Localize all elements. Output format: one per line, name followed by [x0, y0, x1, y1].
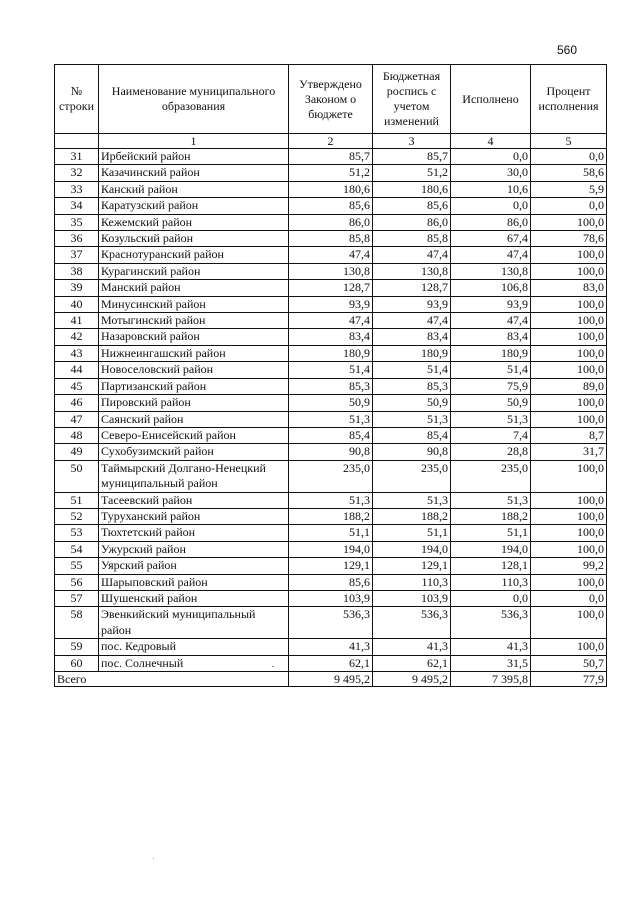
row-number-cell: 57	[55, 590, 99, 606]
schedule-cell: 86,0	[373, 214, 451, 230]
row-number-cell: 36	[55, 231, 99, 247]
municipality-name-cell: Назаровский район	[99, 329, 289, 345]
approved-cell: 47,4	[289, 313, 373, 329]
approved-cell: 128,7	[289, 280, 373, 296]
header-executed: Исполнено	[451, 65, 531, 134]
percent-cell: 100,0	[531, 362, 607, 378]
percent-cell: 78,6	[531, 231, 607, 247]
approved-cell: 51,2	[289, 165, 373, 181]
header-schedule: Бюджетная роспись с учетом изменений	[373, 65, 451, 134]
municipality-name-cell: Кежемский район	[99, 214, 289, 230]
row-number-cell: 54	[55, 541, 99, 557]
executed-cell: 86,0	[451, 214, 531, 230]
table-row	[55, 345, 607, 361]
approved-cell: 85,7	[289, 149, 373, 165]
row-number-cell: 51	[55, 492, 99, 508]
executed-cell: 188,2	[451, 508, 531, 524]
municipality-name-cell: Мотыгинский район	[99, 313, 289, 329]
percent-cell: 89,0	[531, 378, 607, 394]
municipality-name-cell: Таймырский Долгано-Ненецкий муниципальный район	[99, 460, 289, 492]
percent-cell: 100,0	[531, 574, 607, 590]
row-number-cell: 40	[55, 296, 99, 312]
municipality-name-cell: пос. Кедровый	[99, 639, 289, 655]
percent-cell: 100,0	[531, 460, 607, 492]
percent-cell: 100,0	[531, 263, 607, 279]
schedule-cell: 93,9	[373, 296, 451, 312]
percent-cell: 100,0	[531, 395, 607, 411]
percent-cell: 83,0	[531, 280, 607, 296]
table-row	[55, 492, 607, 508]
schedule-cell: 85,6	[373, 198, 451, 214]
executed-cell: 47,4	[451, 247, 531, 263]
header-row	[55, 65, 607, 134]
table-row	[55, 280, 607, 296]
column-number: 4	[451, 134, 531, 149]
municipality-name-cell: пос. Солнечный	[99, 655, 289, 671]
row-number-cell: 53	[55, 525, 99, 541]
municipality-name-cell: Северо-Енисейский район	[99, 427, 289, 443]
executed-cell: 51,3	[451, 492, 531, 508]
row-number-cell: 45	[55, 378, 99, 394]
table-row	[55, 263, 607, 279]
schedule-cell: 129,1	[373, 558, 451, 574]
percent-cell: 100,0	[531, 214, 607, 230]
percent-cell: 99,2	[531, 558, 607, 574]
percent-cell: 0,0	[531, 149, 607, 165]
percent-cell: 31,7	[531, 444, 607, 460]
table-row	[55, 541, 607, 557]
approved-cell: 536,3	[289, 607, 373, 639]
row-number-cell: 46	[55, 395, 99, 411]
executed-cell: 0,0	[451, 198, 531, 214]
row-number-cell: 31	[55, 149, 99, 165]
row-number-cell: 50	[55, 460, 99, 492]
schedule-cell: 85,3	[373, 378, 451, 394]
table-row	[55, 214, 607, 230]
executed-cell: 51,4	[451, 362, 531, 378]
schedule-cell: 62,1	[373, 655, 451, 671]
schedule-cell: 85,8	[373, 231, 451, 247]
schedule-cell: 110,3	[373, 574, 451, 590]
municipality-name-cell: Курагинский район	[99, 263, 289, 279]
municipality-name-cell: Каратузский район	[99, 198, 289, 214]
schedule-cell: 51,1	[373, 525, 451, 541]
executed-cell: 67,4	[451, 231, 531, 247]
row-number-cell: 59	[55, 639, 99, 655]
row-number-cell: 41	[55, 313, 99, 329]
page-number: 560	[557, 43, 578, 57]
row-number-cell: 32	[55, 165, 99, 181]
approved-cell: 51,1	[289, 525, 373, 541]
executed-cell: 41,3	[451, 639, 531, 655]
municipality-name-cell: Эвенкийский муниципальный район	[99, 607, 289, 639]
percent-cell: 0,0	[531, 590, 607, 606]
approved-cell: 85,6	[289, 198, 373, 214]
percent-cell: 100,0	[531, 345, 607, 361]
municipality-name-cell: Манский район	[99, 280, 289, 296]
table-row	[55, 296, 607, 312]
percent-cell: 50,7	[531, 655, 607, 671]
executed-cell: 75,9	[451, 378, 531, 394]
percent-cell: 8,7	[531, 427, 607, 443]
municipality-name-cell: Саянский район	[99, 411, 289, 427]
municipality-name-cell: Ужурский район	[99, 541, 289, 557]
table-row	[55, 444, 607, 460]
schedule-cell: 90,8	[373, 444, 451, 460]
percent-cell: 100,0	[531, 329, 607, 345]
executed-cell: 194,0	[451, 541, 531, 557]
schedule-cell: 47,4	[373, 313, 451, 329]
municipality-name-cell: Сухобузимский район	[99, 444, 289, 460]
municipality-name-cell: Шушенский район	[99, 590, 289, 606]
row-number-cell: 37	[55, 247, 99, 263]
municipality-name-cell: Уярский район	[99, 558, 289, 574]
percent-cell: 0,0	[531, 198, 607, 214]
schedule-cell: 51,2	[373, 165, 451, 181]
executed-cell: 10,6	[451, 181, 531, 197]
executed-cell: 93,9	[451, 296, 531, 312]
executed-cell: 51,3	[451, 411, 531, 427]
percent-cell: 100,0	[531, 639, 607, 655]
schedule-cell: 50,9	[373, 395, 451, 411]
total-schedule: 9 495,2	[373, 672, 451, 687]
table-body	[55, 149, 607, 672]
executed-cell: 47,4	[451, 313, 531, 329]
table-row	[55, 427, 607, 443]
table-row	[55, 231, 607, 247]
schedule-cell: 188,2	[373, 508, 451, 524]
row-number-cell: 35	[55, 214, 99, 230]
column-numbers-row	[55, 134, 607, 149]
table-row	[55, 198, 607, 214]
percent-cell: 100,0	[531, 492, 607, 508]
municipality-name-cell: Краснотуранский район	[99, 247, 289, 263]
percent-cell: 100,0	[531, 541, 607, 557]
approved-cell: 51,3	[289, 492, 373, 508]
table-row	[55, 149, 607, 165]
executed-cell: 536,3	[451, 607, 531, 639]
executed-cell: 28,8	[451, 444, 531, 460]
row-number-cell: 33	[55, 181, 99, 197]
municipality-name-cell: Новоселовский район	[99, 362, 289, 378]
municipality-name-cell: Туруханский район	[99, 508, 289, 524]
header-approved: Утверждено Законом о бюджете	[289, 65, 373, 134]
schedule-cell: 180,9	[373, 345, 451, 361]
schedule-cell: 47,4	[373, 247, 451, 263]
percent-cell: 100,0	[531, 411, 607, 427]
approved-cell: 85,8	[289, 231, 373, 247]
municipality-name-cell: Партизанский район	[99, 378, 289, 394]
schedule-cell: 51,4	[373, 362, 451, 378]
executed-cell: 50,9	[451, 395, 531, 411]
executed-cell: 31,5	[451, 655, 531, 671]
row-number-cell: 42	[55, 329, 99, 345]
schedule-cell: 83,4	[373, 329, 451, 345]
total-row	[55, 672, 607, 687]
schedule-cell: 180,6	[373, 181, 451, 197]
executed-cell: 83,4	[451, 329, 531, 345]
executed-cell: 0,0	[451, 590, 531, 606]
row-number-cell: 55	[55, 558, 99, 574]
approved-cell: 50,9	[289, 395, 373, 411]
row-number-cell: 34	[55, 198, 99, 214]
approved-cell: 180,6	[289, 181, 373, 197]
approved-cell: 51,4	[289, 362, 373, 378]
schedule-cell: 130,8	[373, 263, 451, 279]
row-number-cell: 58	[55, 607, 99, 639]
row-number-cell: 44	[55, 362, 99, 378]
row-number-cell: 47	[55, 411, 99, 427]
schedule-cell: 536,3	[373, 607, 451, 639]
table-row	[55, 395, 607, 411]
executed-cell: 0,0	[451, 149, 531, 165]
table-row	[55, 607, 607, 639]
total-executed: 7 395,8	[451, 672, 531, 687]
percent-cell: 100,0	[531, 525, 607, 541]
approved-cell: 90,8	[289, 444, 373, 460]
percent-cell: 100,0	[531, 247, 607, 263]
schedule-cell: 103,9	[373, 590, 451, 606]
approved-cell: 85,4	[289, 427, 373, 443]
approved-cell: 235,0	[289, 460, 373, 492]
table-row	[55, 313, 607, 329]
row-number-cell: 52	[55, 508, 99, 524]
percent-cell: 100,0	[531, 296, 607, 312]
table-row	[55, 460, 607, 492]
municipality-name-cell: Шарыповский район	[99, 574, 289, 590]
row-number-cell: 49	[55, 444, 99, 460]
table-row	[55, 574, 607, 590]
row-number-cell: 60	[55, 655, 99, 671]
row-number-cell: 38	[55, 263, 99, 279]
municipality-name-cell: Канский район	[99, 181, 289, 197]
approved-cell: 51,3	[289, 411, 373, 427]
table-row	[55, 411, 607, 427]
schedule-cell: 51,3	[373, 411, 451, 427]
approved-cell: 194,0	[289, 541, 373, 557]
municipality-name-cell: Тюхтетский район	[99, 525, 289, 541]
approved-cell: 129,1	[289, 558, 373, 574]
approved-cell: 103,9	[289, 590, 373, 606]
header-name: Наименование муниципального образования	[99, 65, 289, 134]
row-number-cell: 56	[55, 574, 99, 590]
table-row	[55, 508, 607, 524]
column-number: 5	[531, 134, 607, 149]
schedule-cell: 128,7	[373, 280, 451, 296]
executed-cell: 128,1	[451, 558, 531, 574]
column-number-blank	[55, 134, 99, 149]
approved-cell: 188,2	[289, 508, 373, 524]
executed-cell: 30,0	[451, 165, 531, 181]
table-row	[55, 181, 607, 197]
approved-cell: 93,9	[289, 296, 373, 312]
column-number: 3	[373, 134, 451, 149]
schedule-cell: 85,4	[373, 427, 451, 443]
percent-cell: 100,0	[531, 508, 607, 524]
total-percent: 77,9	[531, 672, 607, 687]
approved-cell: 130,8	[289, 263, 373, 279]
table-row	[55, 558, 607, 574]
executed-cell: 110,3	[451, 574, 531, 590]
approved-cell: 62,1	[289, 655, 373, 671]
approved-cell: 85,3	[289, 378, 373, 394]
percent-cell: 100,0	[531, 607, 607, 639]
percent-cell: 5,9	[531, 181, 607, 197]
schedule-cell: 194,0	[373, 541, 451, 557]
executed-cell: 180,9	[451, 345, 531, 361]
schedule-cell: 51,3	[373, 492, 451, 508]
table-row	[55, 378, 607, 394]
executed-cell: 235,0	[451, 460, 531, 492]
municipality-name-cell: Казачинский район	[99, 165, 289, 181]
municipality-name-cell: Ирбейский район	[99, 149, 289, 165]
percent-cell: 100,0	[531, 313, 607, 329]
approved-cell: 85,6	[289, 574, 373, 590]
column-number: 1	[99, 134, 289, 149]
total-approved: 9 495,2	[289, 672, 373, 687]
budget-execution-table	[54, 64, 607, 687]
executed-cell: 7,4	[451, 427, 531, 443]
schedule-cell: 85,7	[373, 149, 451, 165]
schedule-cell: 235,0	[373, 460, 451, 492]
table-row	[55, 329, 607, 345]
schedule-cell: 41,3	[373, 639, 451, 655]
percent-cell: 58,6	[531, 165, 607, 181]
municipality-name-cell: Тасеевский район	[99, 492, 289, 508]
table-row	[55, 362, 607, 378]
table-row	[55, 590, 607, 606]
table-row	[55, 525, 607, 541]
municipality-name-cell: Нижнеингашский район	[99, 345, 289, 361]
table-row	[55, 655, 607, 671]
approved-cell: 83,4	[289, 329, 373, 345]
row-number-cell: 48	[55, 427, 99, 443]
header-row-no: № строки	[55, 65, 99, 134]
column-number: 2	[289, 134, 373, 149]
approved-cell: 180,9	[289, 345, 373, 361]
executed-cell: 106,8	[451, 280, 531, 296]
table-row	[55, 639, 607, 655]
header-percent: Процент исполнения	[531, 65, 607, 134]
scan-speck	[153, 858, 154, 859]
table-row	[55, 247, 607, 263]
scan-speck	[272, 666, 274, 667]
approved-cell: 47,4	[289, 247, 373, 263]
table-row	[55, 165, 607, 181]
municipality-name-cell: Пировский район	[99, 395, 289, 411]
municipality-name-cell: Минусинский район	[99, 296, 289, 312]
executed-cell: 51,1	[451, 525, 531, 541]
row-number-cell: 43	[55, 345, 99, 361]
approved-cell: 86,0	[289, 214, 373, 230]
municipality-name-cell: Козульский район	[99, 231, 289, 247]
total-label: Всего	[55, 672, 289, 687]
row-number-cell: 39	[55, 280, 99, 296]
executed-cell: 130,8	[451, 263, 531, 279]
approved-cell: 41,3	[289, 639, 373, 655]
